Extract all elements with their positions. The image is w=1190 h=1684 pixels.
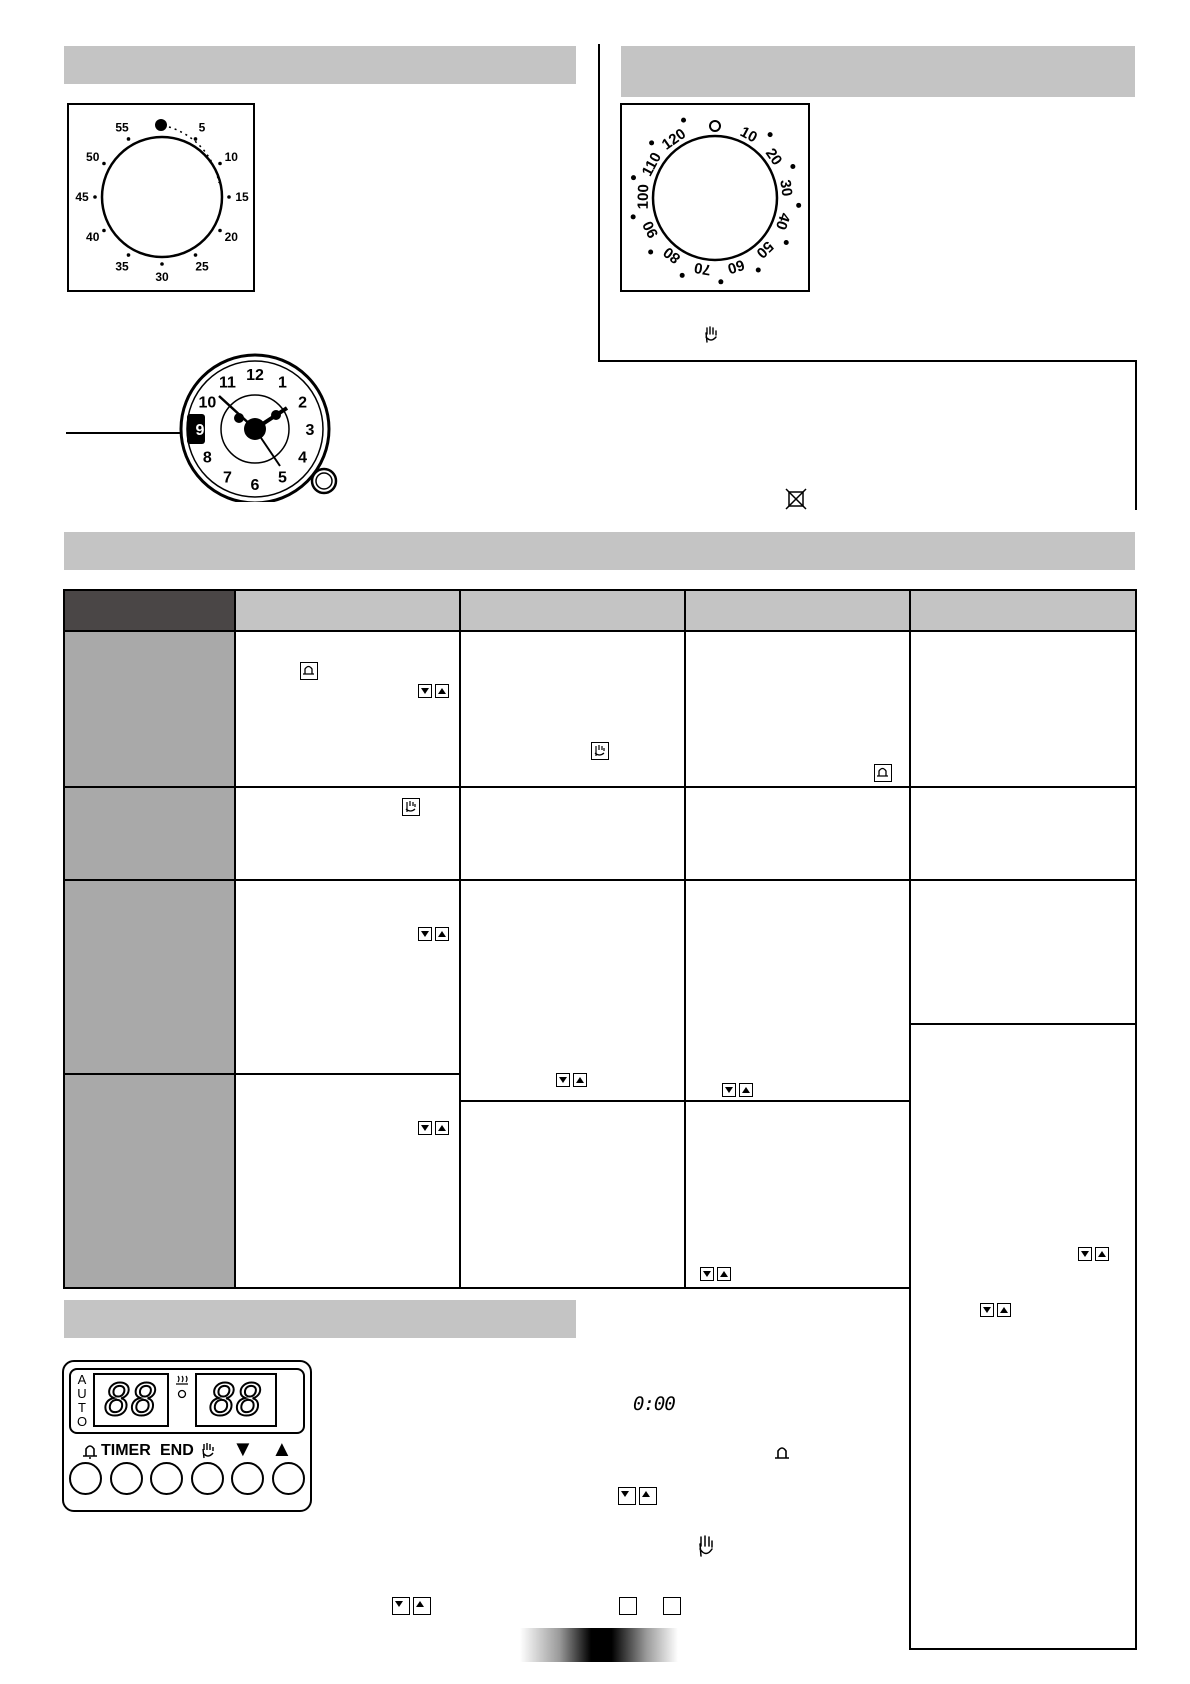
bell-button[interactable] — [69, 1462, 102, 1495]
minute-minder-label: 40 — [771, 210, 794, 232]
table-header-col1 — [235, 590, 460, 630]
arrow-down-icon — [700, 1267, 714, 1281]
timer-dial-tick — [194, 137, 198, 141]
right-panel-right-border — [1135, 360, 1137, 510]
clock-numeral: 1 — [278, 374, 287, 392]
minute-minder-dot — [790, 164, 795, 169]
arrow-buttons-r3c4b — [980, 1303, 1011, 1317]
no-oven-icon — [785, 488, 807, 510]
minute-minder-label: 120 — [658, 125, 690, 154]
table-header-col3 — [685, 590, 910, 630]
arrow-down-icon — [556, 1073, 570, 1087]
display-button-row — [69, 1462, 305, 1498]
section-header-bar-timer — [64, 46, 576, 84]
auto-letters: A U T O — [76, 1372, 88, 1429]
timer-dial-label: 15 — [235, 190, 249, 204]
timer-dial-label: 40 — [86, 230, 100, 244]
digits-left: 88 — [93, 1373, 169, 1427]
arrow-buttons-bottom-a — [618, 1487, 657, 1505]
minute-minder-dial-panel — [620, 103, 810, 292]
section-header-bar-display — [64, 1300, 576, 1338]
bell-icon — [874, 764, 892, 782]
arrow-down-icon — [618, 1487, 636, 1505]
clock-numeral: 6 — [250, 477, 260, 494]
bell-icon — [300, 662, 318, 680]
table-header-col2 — [460, 590, 685, 630]
table-row-head-3 — [64, 880, 235, 1074]
minute-minder-dot — [756, 268, 761, 273]
arrow-down-icon — [418, 1121, 432, 1135]
minute-minder-dot — [768, 132, 773, 137]
bell-icon — [773, 1444, 791, 1462]
minute-minder-label: 110 — [638, 149, 666, 180]
manual-button[interactable] — [191, 1462, 224, 1495]
arrow-up-icon — [435, 1121, 449, 1135]
table-header-col4 — [910, 590, 1136, 630]
arrow-down-icon — [1078, 1247, 1092, 1261]
timer-dial-label: 25 — [195, 259, 209, 274]
table-row-head-2 — [64, 787, 235, 880]
hand-icon — [402, 798, 420, 816]
arrow-buttons-r3c2 — [556, 1073, 587, 1087]
minute-minder-label: 10 — [737, 123, 760, 147]
clock-numeral: 3 — [305, 422, 315, 439]
timer-dial-tick — [160, 262, 164, 266]
display-window — [69, 1368, 305, 1434]
digits-right: 88 — [195, 1373, 277, 1427]
arrow-down-icon — [980, 1303, 994, 1317]
timer-dial-tick — [218, 229, 222, 233]
arrow-down-icon — [392, 1597, 410, 1615]
clock-numeral: 5 — [278, 469, 287, 487]
timer-dial-tick — [127, 253, 131, 257]
timer-dial-tick — [93, 195, 97, 199]
arrow-down-icon — [418, 927, 432, 941]
timer-button[interactable] — [110, 1462, 143, 1495]
minute-minder-dial — [622, 105, 808, 290]
arrow-up-icon — [435, 927, 449, 941]
minute-minder-label: 20 — [761, 145, 786, 169]
clock-numeral: 10 — [198, 394, 217, 412]
clock-numeral: 12 — [246, 367, 264, 384]
arrow-up-icon — [717, 1267, 731, 1281]
timer-dial-tick — [227, 195, 231, 199]
minute-minder-dot — [681, 118, 686, 123]
down-button[interactable] — [231, 1462, 264, 1495]
timer-dial-panel — [67, 103, 255, 292]
timer-dial-tick — [218, 162, 222, 166]
hand-icon — [591, 742, 609, 760]
arrow-buttons-r4c3 — [700, 1267, 731, 1281]
timer-dial-label: 55 — [115, 120, 129, 135]
minute-minder-dot — [796, 203, 801, 208]
clock-numeral: 9 — [195, 422, 205, 439]
timer-dial-tick — [127, 137, 131, 141]
hand-icon — [696, 1534, 716, 1558]
end-button[interactable] — [150, 1462, 183, 1495]
arrow-down-icon: ▼ — [232, 1436, 254, 1461]
arrow-up-icon — [997, 1303, 1011, 1317]
clock-numeral: 2 — [298, 394, 308, 412]
arrow-up-icon — [573, 1073, 587, 1087]
time-readout: 0:00 — [633, 1393, 675, 1415]
arrow-buttons-r3c3 — [722, 1083, 753, 1097]
minute-minder-label: 30 — [776, 178, 796, 198]
clock-numeral: 8 — [202, 449, 212, 467]
minute-minder-dot — [680, 273, 685, 278]
minute-minder-off-indicator — [710, 121, 720, 131]
timer-dial-tick — [102, 162, 106, 166]
right-panel-left-border — [598, 44, 600, 362]
page-tab-gradient — [520, 1628, 678, 1662]
minute-minder-label: 100 — [634, 184, 653, 210]
minute-minder-dot — [784, 240, 789, 245]
arrow-up-icon — [639, 1487, 657, 1505]
timer-dial-tick — [102, 229, 106, 233]
arrow-buttons-r4c1 — [418, 1121, 449, 1135]
minute-minder-dot — [631, 175, 636, 180]
clock-numeral: 11 — [219, 374, 236, 392]
timer-dial-label: 45 — [75, 190, 89, 204]
bell-icon — [81, 1442, 99, 1460]
minute-minder-label: 70 — [692, 258, 713, 279]
timer-dial-label: 5 — [198, 120, 206, 135]
up-button[interactable] — [272, 1462, 305, 1495]
hand-icon — [703, 325, 719, 343]
minute-minder-dot — [648, 249, 653, 254]
timer-dial-label: 30 — [155, 270, 169, 284]
arrow-down-icon — [418, 684, 432, 698]
arrow-down-icon — [722, 1083, 736, 1097]
arrow-buttons-r3c4a — [1078, 1247, 1109, 1261]
minute-minder-dot — [718, 279, 723, 284]
arrow-buttons-r3c1 — [418, 927, 449, 941]
arrow-up-icon — [1095, 1247, 1109, 1261]
electronic-timer-display — [62, 1360, 312, 1512]
timer-dial-label: 10 — [224, 150, 238, 164]
oven-icon — [175, 1374, 189, 1414]
empty-checkbox-icon — [663, 1597, 681, 1615]
timer-dial-label: 50 — [86, 150, 100, 164]
end-label: END — [160, 1442, 194, 1459]
arrow-up-icon — [413, 1597, 431, 1615]
section-header-bar-table — [64, 532, 1135, 570]
clock-numeral: 4 — [298, 449, 308, 467]
timer-label: TIMER — [101, 1442, 151, 1459]
hand-icon — [200, 1441, 216, 1459]
arrow-up-icon — [739, 1083, 753, 1097]
timer-dial — [69, 105, 253, 290]
analogue-clock — [175, 352, 355, 502]
arrow-up-icon — [435, 684, 449, 698]
timer-dial-indicator — [155, 119, 167, 131]
clock-numeral: 7 — [223, 469, 232, 487]
timer-dial-tick — [194, 253, 198, 257]
empty-checkbox-icon — [619, 1597, 637, 1615]
minute-minder-label: 60 — [725, 255, 747, 277]
minute-minder-dot — [631, 214, 636, 219]
minute-minder-label: 80 — [660, 243, 684, 267]
table-row-head-1 — [64, 630, 235, 787]
section-header-bar-minute-minder — [621, 46, 1135, 97]
table-row-head-4 — [64, 1074, 235, 1288]
right-panel-bottom-border — [598, 360, 1137, 362]
minute-minder-dot — [649, 140, 654, 145]
timer-dial-label: 20 — [224, 230, 238, 244]
timer-dial-label: 35 — [115, 259, 129, 274]
arrow-buttons-r1c1 — [418, 684, 449, 698]
arrow-up-icon: ▲ — [271, 1436, 293, 1461]
minute-minder-label: 90 — [639, 218, 663, 241]
arrow-buttons-bottom-b — [392, 1597, 431, 1615]
minute-minder-label: 50 — [752, 237, 777, 262]
table-header-corner — [64, 590, 235, 630]
clock-pointer-line — [66, 432, 190, 434]
